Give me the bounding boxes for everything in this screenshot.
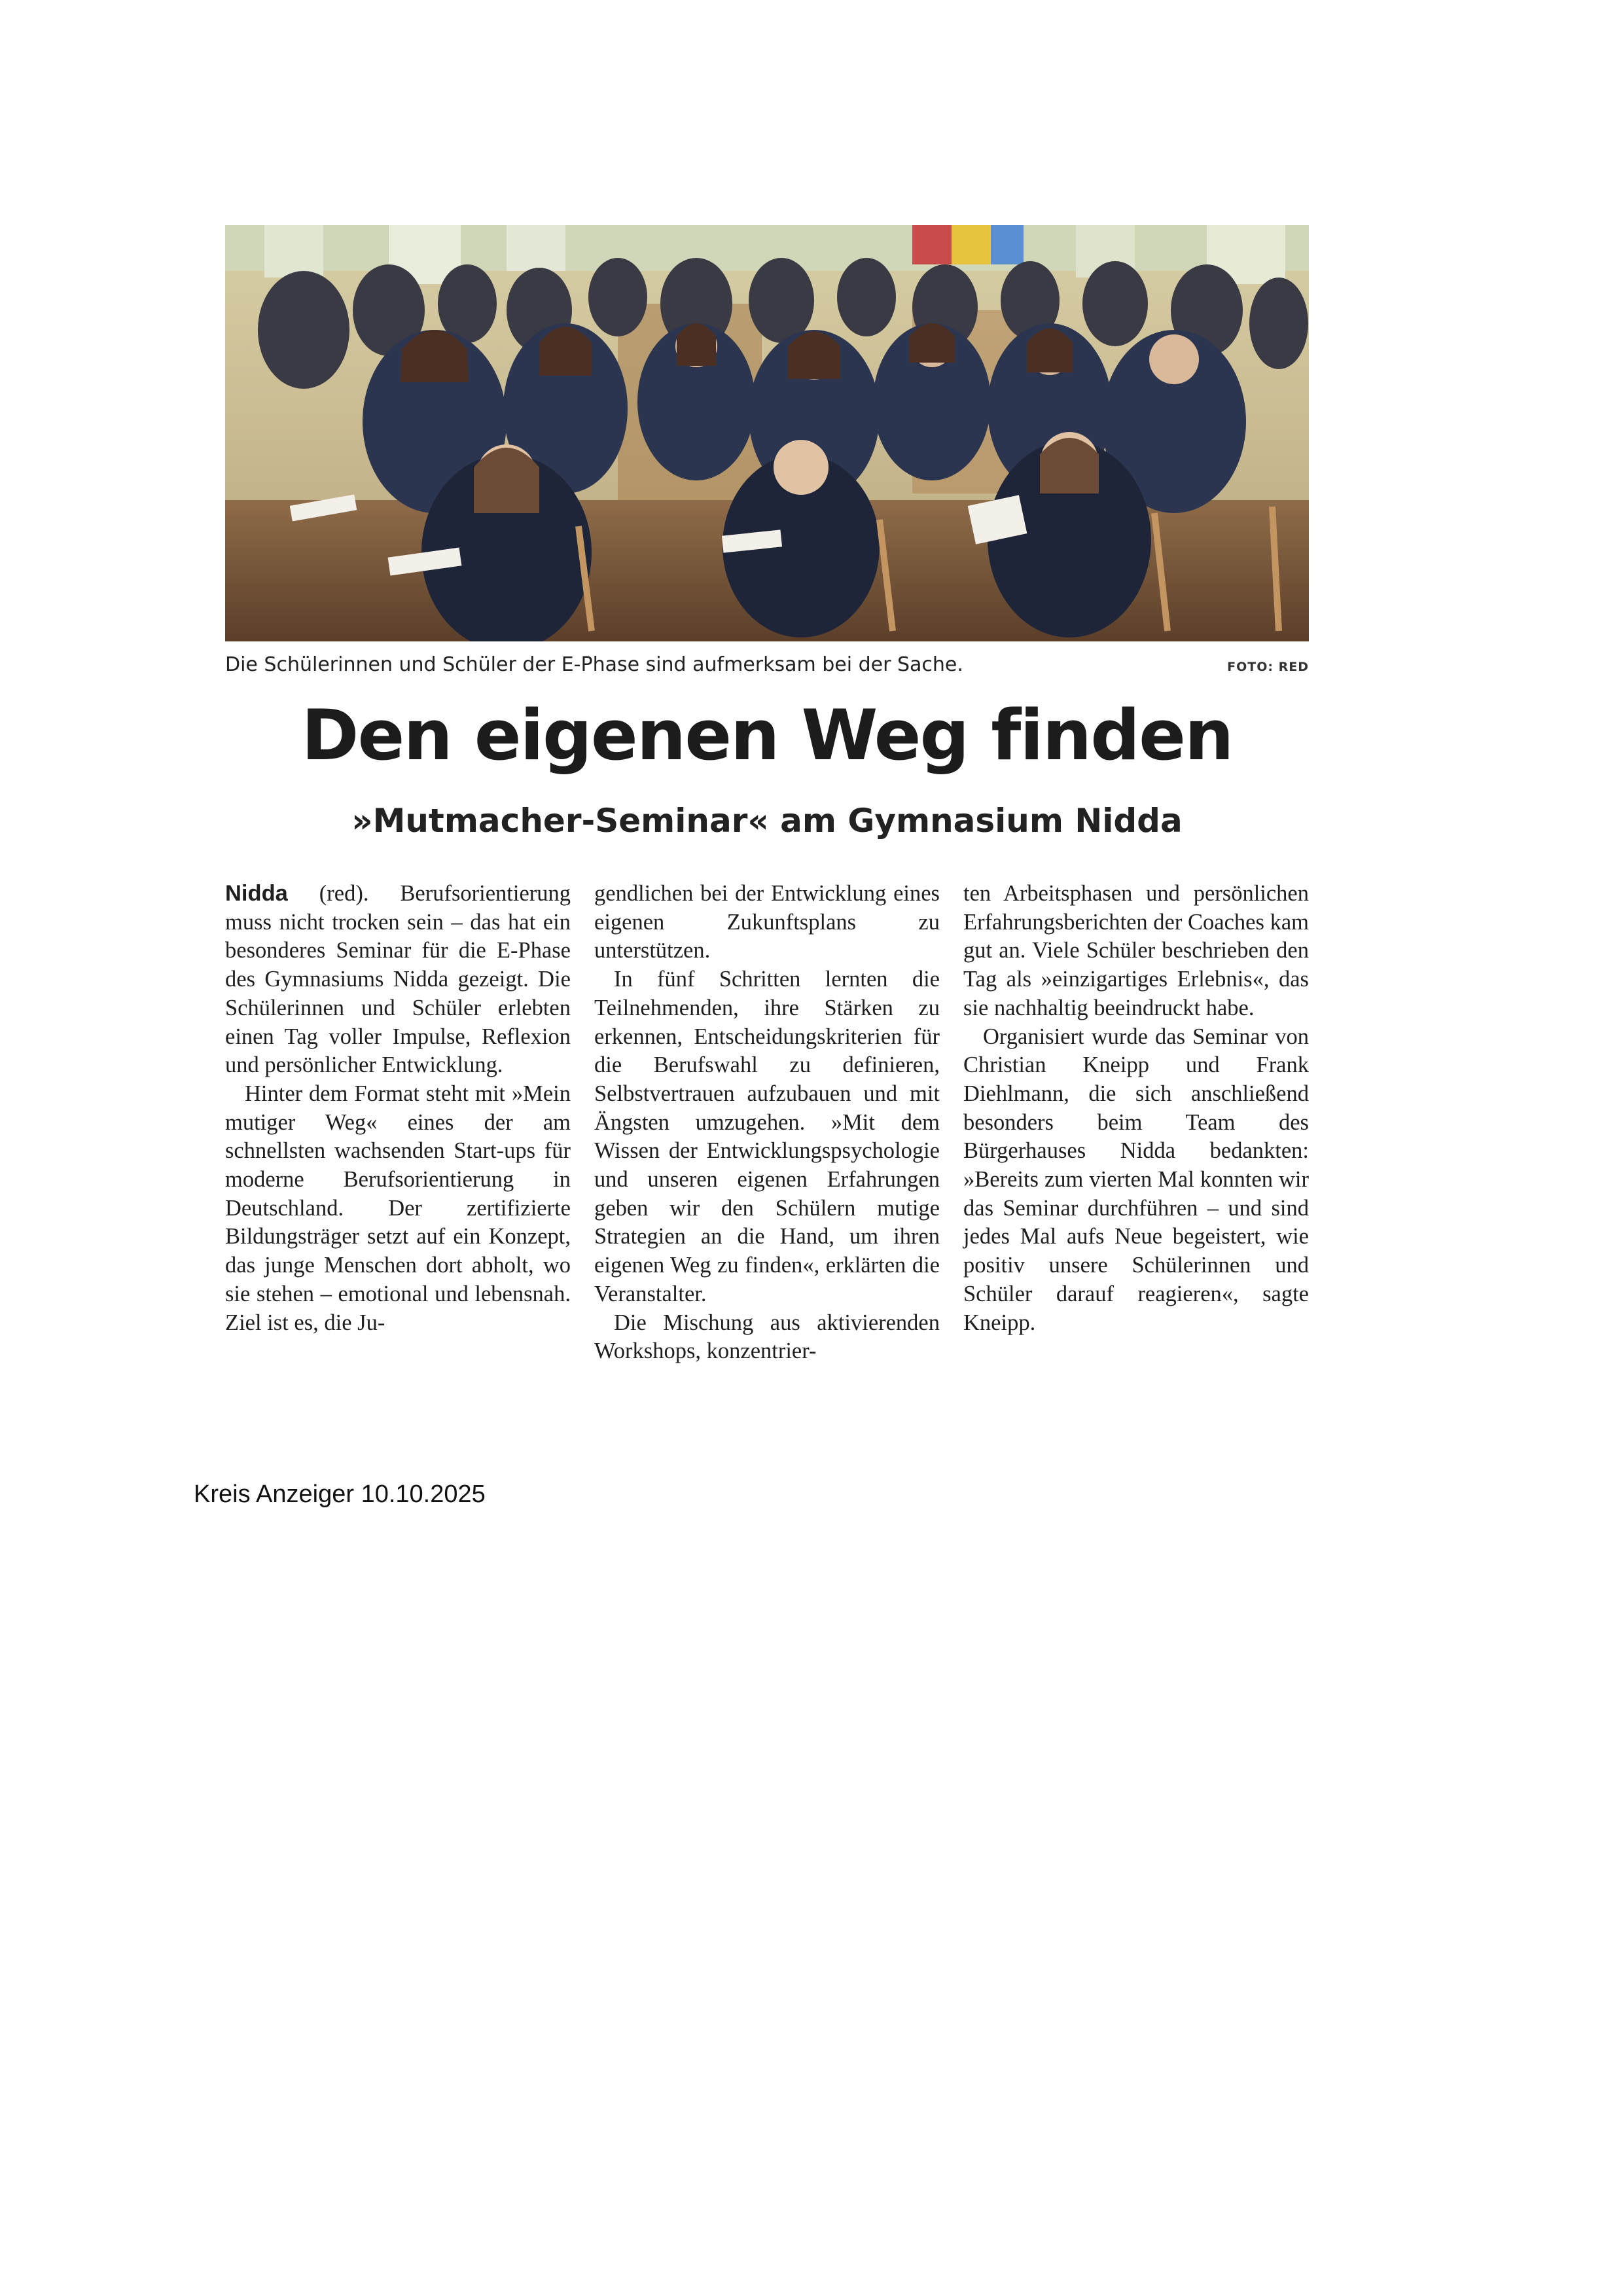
article-photo <box>225 225 1309 641</box>
photo-caption: Die Schülerinnen und Schüler der E-Phase sind aufmerksam bei der Sache. <box>225 653 963 676</box>
article-paragraph: In fünf Schritten lernten die Teilnehmenden, ihre Stärken zu erkennen, Entscheidungskriterien für die Berufswahl zu definieren, Selbstvertrauen aufzubauen und mit Ängsten umzugehen. »Mit dem Wissen der Entwicklungspsychologie und unseren eigenen Erfahrungen geben wir den Schülern mutige Strategien an die Hand, um ihren eigenen Weg zu finden«, erklärten die Veranstalter. <box>594 967 940 1306</box>
dateline: Nidda <box>225 881 288 906</box>
article-headline: Den eigenen Weg finden <box>301 695 1233 776</box>
photo-caption-row <box>225 653 1309 682</box>
article-paragraph: gendlichen bei der Entwicklung eines eigenen Zukunftsplans zu unterstützen. <box>594 881 940 963</box>
article-paragraph: Die Mischung aus aktivierenden Workshops, konzentrier- <box>594 1310 940 1364</box>
paragraph-text: (red). Berufsorientierung muss nicht trocken sein – das hat ein besonderes Seminar für die E-Phase des Gymnasiums Nidda gezeigt. Die Schülerinnen und Schüler erlebten einen Tag voller Impulse, Reflexion und persönlicher Entwicklung. <box>225 881 571 1078</box>
photo-credit: FOTO: RED <box>1227 660 1309 674</box>
article-column-2 <box>594 880 940 1366</box>
article-paragraph: Hinter dem Format steht mit »Mein mutiger Weg« eines der am schnellsten wachsenden Start-ups für moderne Berufsorientierung in Deutschland. Der zertifizierte Bildungsträger setzt auf ein Konzept, das junge Menschen dort abholt, wo sie stehen – emotional und lebensnah. Ziel ist es, die Ju- <box>225 1081 571 1335</box>
article-paragraph: ten Arbeitsphasen und persönlichen Erfahrungsberichten der Coaches kam gut an. Viele Schüler beschrieben den Tag als »einzigartiges Erlebnis«, das sie nachhaltig beeindruckt habe. <box>963 881 1309 1020</box>
article-column-3 <box>963 880 1309 1337</box>
article-paragraph: Organisiert wurde das Seminar von Christian Kneipp und Frank Diehlmann, die sich anschließend besonders beim Team des Bürgerhauses Nidda bedankten: »Bereits zum vierten Mal konnten wir das Seminar durchführen – und sind jedes Mal aufs Neue begeistert, wie positiv unsere Schülerinnen und Schüler darauf reagieren«, sagte Kneipp. <box>963 1024 1309 1335</box>
seminar-photo-illustration <box>225 225 1309 641</box>
article-subheadline: »Mutmacher-Seminar« am Gymnasium Nidda <box>351 802 1183 840</box>
article-body <box>225 880 1309 1436</box>
article-column-1 <box>225 880 571 1337</box>
source-note: Kreis Anzeiger 10.10.2025 <box>194 1480 486 1508</box>
article-paragraph <box>225 880 571 1080</box>
